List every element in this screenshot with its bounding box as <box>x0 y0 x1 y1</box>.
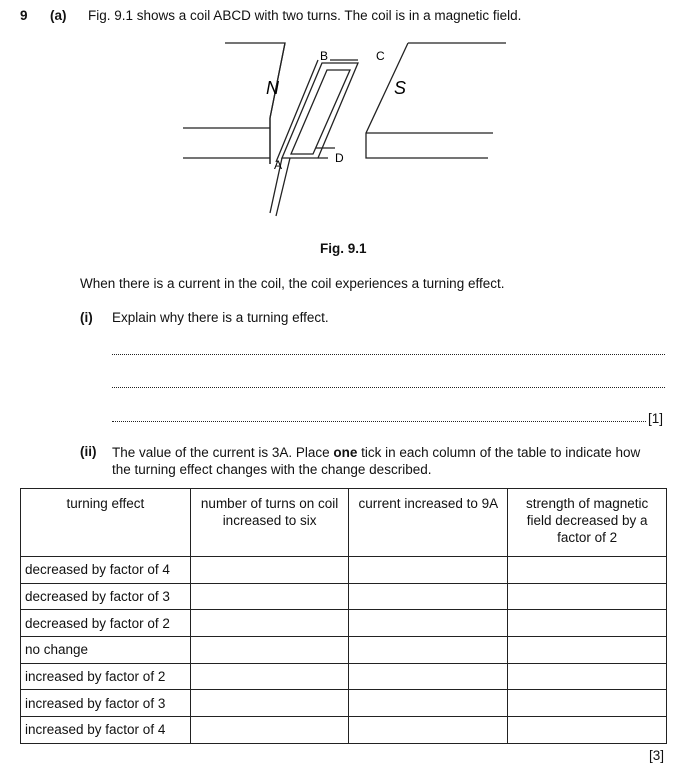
part-a-label: (a) <box>50 8 67 23</box>
tick-cell[interactable] <box>508 557 667 584</box>
header-field-decreased: strength of magnetic field decreased by a factor of 2 <box>508 489 667 557</box>
part-ii-label: (ii) <box>80 444 97 459</box>
north-pole-label: N <box>266 78 279 98</box>
tick-cell[interactable] <box>508 610 667 637</box>
part-i-label: (i) <box>80 310 93 325</box>
part-ii-text-after: tick in each column of the table to indicate how <box>357 445 641 460</box>
coil-inner <box>291 70 350 154</box>
south-pole-outline <box>366 43 506 158</box>
coil-figure <box>170 38 510 220</box>
figure-caption: Fig. 9.1 <box>320 241 367 256</box>
tick-cell[interactable] <box>190 610 349 637</box>
row-label: increased by factor of 4 <box>21 717 191 744</box>
row-label: decreased by factor of 4 <box>21 557 191 584</box>
header-turns-increased: number of turns on coil increased to six <box>190 489 349 557</box>
tick-cell[interactable] <box>190 690 349 717</box>
label-b: B <box>320 49 329 63</box>
table-header-row <box>21 489 667 557</box>
table-row <box>21 663 667 690</box>
south-pole-label: S <box>394 78 407 98</box>
question-number: 9 <box>20 8 28 23</box>
tick-cell[interactable] <box>349 663 508 690</box>
table-row <box>21 637 667 664</box>
tick-cell[interactable] <box>508 663 667 690</box>
row-label: increased by factor of 3 <box>21 690 191 717</box>
tick-cell[interactable] <box>508 717 667 744</box>
row-label: decreased by factor of 2 <box>21 610 191 637</box>
answer-line-3[interactable] <box>112 421 646 422</box>
tick-cell[interactable] <box>349 610 508 637</box>
north-pole-outline <box>225 43 285 164</box>
row-label: no change <box>21 637 191 664</box>
table-row <box>21 557 667 584</box>
answer-line-1[interactable] <box>112 354 665 355</box>
part-i-text: Explain why there is a turning effect. <box>112 310 329 325</box>
part-ii-text-line2: the turning effect changes with the change described. <box>112 462 432 477</box>
table-row <box>21 717 667 744</box>
tick-cell[interactable] <box>349 583 508 610</box>
part-ii-marks: [3] <box>649 748 665 763</box>
part-ii-instructions <box>112 444 672 478</box>
table-row <box>21 690 667 717</box>
part-i-marks: [1] <box>648 411 664 426</box>
label-a: A <box>274 158 283 172</box>
part-ii-text-bold: one <box>333 445 358 460</box>
question-intro: Fig. 9.1 shows a coil ABCD with two turns. The coil is in a magnetic field. <box>88 8 522 23</box>
row-label: decreased by factor of 3 <box>21 583 191 610</box>
tick-cell[interactable] <box>190 557 349 584</box>
tick-cell[interactable] <box>349 690 508 717</box>
tick-cell[interactable] <box>508 690 667 717</box>
tick-cell[interactable] <box>349 637 508 664</box>
table-row <box>21 610 667 637</box>
tick-cell[interactable] <box>508 637 667 664</box>
answer-line-2[interactable] <box>112 387 665 388</box>
tick-cell[interactable] <box>190 637 349 664</box>
north-pole-edges <box>183 128 270 158</box>
label-c: C <box>376 49 385 63</box>
row-label: increased by factor of 2 <box>21 663 191 690</box>
tick-cell[interactable] <box>190 663 349 690</box>
statement-text: When there is a current in the coil, the coil experiences a turning effect. <box>80 276 505 291</box>
table-row <box>21 583 667 610</box>
tick-cell[interactable] <box>190 717 349 744</box>
label-d: D <box>335 151 344 165</box>
tick-cell[interactable] <box>349 717 508 744</box>
tick-table <box>20 488 667 744</box>
part-ii-text-before: The value of the current is 3A. Place <box>112 445 334 460</box>
header-turning-effect: turning effect <box>21 489 191 557</box>
tick-cell[interactable] <box>349 557 508 584</box>
tick-cell[interactable] <box>190 583 349 610</box>
tick-cell[interactable] <box>508 583 667 610</box>
header-current-increased: current increased to 9A <box>349 489 508 557</box>
